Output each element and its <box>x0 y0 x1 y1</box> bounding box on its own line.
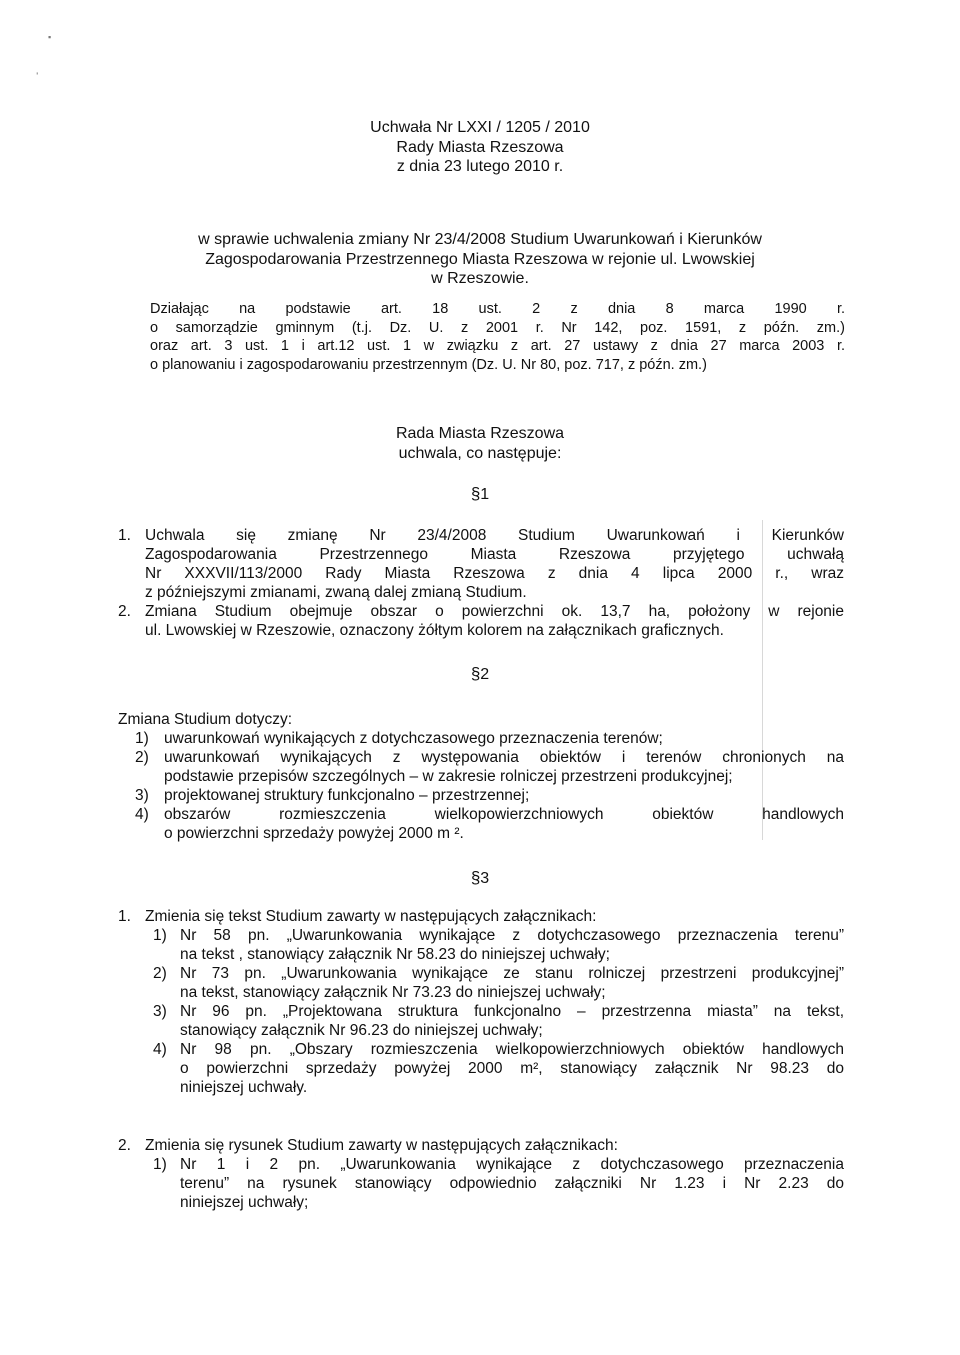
item-line: Nr 96 pn. „Projektowana struktura funkcjonalno – przestrzenna miasta” na tekst, <box>180 1003 844 1020</box>
par3-s1-item-2 <box>153 964 844 1002</box>
basis-line-2: o samorządzie gminnym (t.j. Dz. U. z 2001 r. Nr 142, poz. 1591, z późn. zm.) <box>150 319 845 336</box>
item-line: Nr 73 pn. „Uwarunkowania wynikające ze stanu rolniczej przestrzeni produkcyjnej” <box>180 965 844 982</box>
item-line: o powierzchni sprzedaży powyżej 2000 m², stanowiący załącznik Nr 98.23 do <box>180 1060 844 1077</box>
resolution-title <box>0 118 960 177</box>
section-number: 2. <box>118 1137 131 1154</box>
paragraph-number: 2 <box>480 666 490 683</box>
resolves-text: uchwala, co następuje: <box>398 444 562 462</box>
item-number: 1) <box>153 927 167 944</box>
paragraph-1-heading <box>0 484 960 504</box>
par3-section-2-row <box>118 1136 844 1212</box>
paragraph-1-body <box>118 526 844 640</box>
council-name: Rada Miasta Rzeszowa <box>395 425 565 442</box>
paragraph-3-heading <box>0 868 960 888</box>
item-number: 2) <box>153 965 167 982</box>
resolution-subject <box>140 230 820 289</box>
item-line: niniejszej uchwały; <box>180 1194 309 1211</box>
par1-item-2 <box>118 602 844 640</box>
par2-item-3 <box>135 786 844 805</box>
paragraph-3-section-2 <box>118 1136 844 1212</box>
section-sign: § <box>470 868 481 887</box>
item-line: Nr 58 pn. „Uwarunkowania wynikające z dotychczasowego przeznaczenia terenu” <box>180 927 844 944</box>
item-line: podstawie przepisów szczególnych – w zakresie rolniczej przestrzeni produkcyjnej; <box>164 768 733 785</box>
scan-artifact-dot: ▪ <box>48 32 52 42</box>
item-number: 3) <box>153 1003 167 1020</box>
paragraph-2-body <box>118 710 844 843</box>
item-line: stanowiący załącznik Nr 96.23 do niniejszej uchwały; <box>180 1022 543 1039</box>
par3-s1-item-4 <box>153 1040 844 1097</box>
par1-item-1 <box>118 526 844 602</box>
item-number: 4) <box>135 806 149 823</box>
item-number: 1) <box>135 730 149 747</box>
subject-line-1: w sprawie uchwalenia zmiany Nr 23/4/2008 Studium Uwarunkowań i Kierunków <box>198 231 762 248</box>
item-number: 2. <box>118 603 131 620</box>
item-line: Uchwala się zmianę Nr 23/4/2008 Studium Uwarunkowań i Kierunków <box>145 527 844 544</box>
subject-line-2: Zagospodarowania Przestrzennego Miasta Rzeszowa w rejonie ul. Lwowskiej <box>205 250 755 268</box>
section-number: 1. <box>118 908 131 925</box>
section-intro: Zmienia się tekst Studium zawarty w następujących załącznikach: <box>145 908 597 925</box>
scan-artifact-mark: ˈ <box>35 70 40 85</box>
item-line: Zmiana Studium obejmuje obszar o powierzchni ok. 13,7 ha, położony w rejonie <box>145 603 844 620</box>
title-line-2: Rady Miasta Rzeszowa <box>396 138 564 156</box>
item-line: obszarów rozmieszczenia wielkopowierzchniowych obiektów handlowych <box>164 806 844 823</box>
item-line: uwarunkowań wynikających z występowania obiektów i terenów chronionych na <box>164 749 844 766</box>
section-sign: § <box>470 484 481 503</box>
item-number: 4) <box>153 1041 167 1058</box>
item-line: Nr 1 i 2 pn. „Uwarunkowania wynikające z dotychczasowego przeznaczenia <box>180 1156 844 1173</box>
par2-item-2 <box>135 748 844 786</box>
item-line: terenu” na rysunek stanowiący odpowiednio załączniki Nr 1.23 i Nr 2.23 do <box>180 1175 844 1192</box>
council-resolves <box>0 424 960 463</box>
item-line: uwarunkowań wynikających z dotychczasowego przeznaczenia terenów; <box>164 730 663 747</box>
title-line-1: Uchwała Nr LXXI / 1205 / 2010 <box>370 119 590 136</box>
par2-item-1 <box>135 729 844 748</box>
item-line: Nr 98 pn. „Obszary rozmieszczenia wielkopowierzchniowych obiektów handlowych <box>180 1041 844 1058</box>
item-line: niniejszej uchwały. <box>180 1079 308 1096</box>
paragraph-2-heading <box>0 664 960 684</box>
basis-line-1: Działając na podstawie art. 18 ust. 2 z dnia 8 marca 1990 r. <box>150 301 845 317</box>
item-number: 2) <box>135 749 149 766</box>
par2-intro: Zmiana Studium dotyczy: <box>118 711 293 728</box>
basis-line-3: oraz art. 3 ust. 1 i art.12 ust. 1 w związku z art. 27 ustawy z dnia 27 marca 2003 r. <box>150 338 845 354</box>
item-line: projektowanej struktury funkcjonalno – przestrzennej; <box>164 787 530 804</box>
paragraph-number: 3 <box>480 870 490 887</box>
par3-s1-item-1 <box>153 926 844 964</box>
section-intro: Zmienia się rysunek Studium zawarty w następujących załącznikach: <box>145 1137 618 1154</box>
title-line-3: z dnia 23 lutego 2010 r. <box>396 158 564 175</box>
item-number: 3) <box>135 787 149 804</box>
par2-item-4 <box>135 805 844 843</box>
subject-line-3: w Rzeszowie. <box>431 270 529 287</box>
section-sign: § <box>470 664 481 683</box>
item-line: na tekst , stanowiący załącznik Nr 58.23 do niniejszej uchwały; <box>180 946 610 963</box>
item-line: o powierzchni sprzedaży powyżej 2000 m ². <box>164 825 464 842</box>
item-number: 1. <box>118 527 131 544</box>
par3-s2-item-1 <box>153 1155 844 1212</box>
item-line: na tekst, stanowiący załącznik Nr 73.23 do niniejszej uchwały; <box>180 984 606 1001</box>
item-line: Zagospodarowania Przestrzennego Miasta Rzeszowa przyjętego uchwałą <box>145 546 844 563</box>
paragraph-number: 1 <box>480 486 490 503</box>
item-line: Nr XXXVII/113/2000 Rady Miasta Rzeszowa z dnia 4 lipca 2000 r., wraz <box>145 565 844 582</box>
basis-line-4: o planowaniu i zagospodarowaniu przestrzennym (Dz. U. Nr 80, poz. 717, z późn. zm.) <box>150 356 707 373</box>
par3-s1-item-3 <box>153 1002 844 1040</box>
item-line: ul. Lwowskiej w Rzeszowie, oznaczony żółtym kolorem na załącznikach graficznych. <box>145 622 724 639</box>
par3-section-1-row <box>118 907 844 1097</box>
legal-basis <box>150 300 845 374</box>
item-number: 1) <box>153 1156 167 1173</box>
paragraph-3-section-1 <box>118 907 844 1097</box>
item-line: z późniejszymi zmianami, zwaną dalej zmianą Studium. <box>145 584 527 601</box>
